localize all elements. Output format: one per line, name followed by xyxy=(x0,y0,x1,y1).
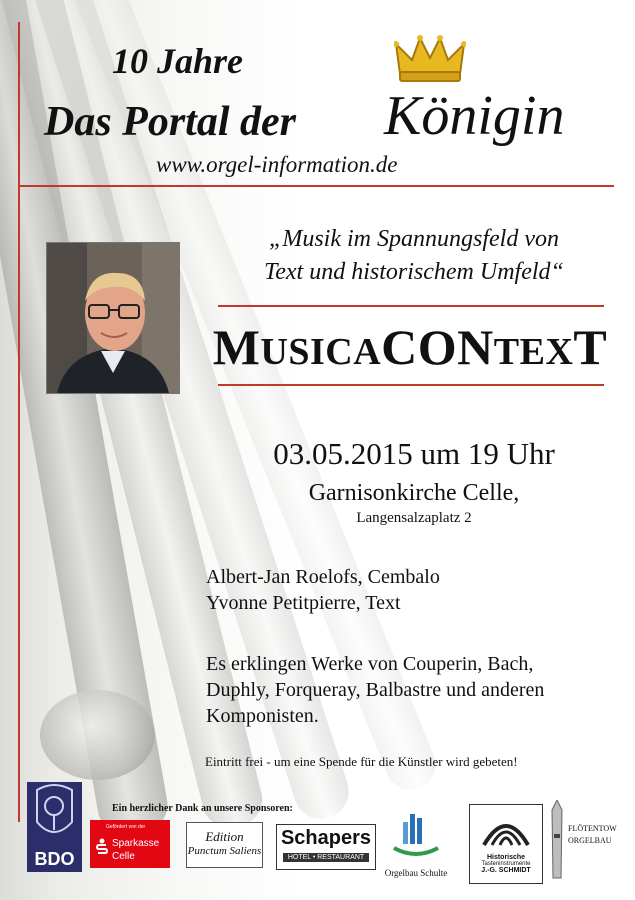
schmidt-line1: Historische xyxy=(486,854,526,861)
orgelbau-schulte-logo xyxy=(384,808,448,882)
event-date-time: 03.05.2015 um 19 Uhr xyxy=(273,436,555,471)
schapers-logo xyxy=(276,824,376,870)
performer-photo xyxy=(46,242,180,394)
schapers-name: Schapers xyxy=(280,827,372,849)
organ-pipes-icon xyxy=(384,808,448,866)
koenigin-title: Königin xyxy=(384,85,565,147)
arc-emblem-icon xyxy=(470,805,542,849)
performer-line: Albert-Jan Roelofs, Cembalo xyxy=(206,566,440,588)
event-venue: Garnisonkirche Celle, xyxy=(308,480,520,506)
program-divider-bottom xyxy=(218,384,604,386)
header-divider xyxy=(20,185,614,187)
series-title-part: USICA xyxy=(260,331,382,373)
series-title-part: CON xyxy=(381,319,494,375)
bdo-text: BDO xyxy=(34,849,75,869)
schmidt-instruments-logo xyxy=(469,804,543,884)
event-address: Langensalzaplatz 2 xyxy=(356,510,472,526)
anniversary-title: 10 Jahre xyxy=(112,41,244,81)
schmidt-line2: Tasteninstrumente xyxy=(481,861,531,867)
flute-pipe-icon xyxy=(548,800,566,882)
works-line: Duphly, Forqueray, Balbastre und anderen xyxy=(206,679,545,701)
schapers-subtitle: HOTEL • RESTAURANT xyxy=(283,853,369,862)
edition-name: Punctum Saliens xyxy=(187,845,262,857)
portal-title: Das Portal der xyxy=(44,99,296,145)
sparkasse-logo xyxy=(90,820,170,868)
edition-label: Edition xyxy=(205,829,244,844)
organ-stop-knob-image xyxy=(40,690,155,780)
program-divider-top xyxy=(218,305,604,307)
bdo-emblem-icon xyxy=(27,782,82,848)
crown-icon xyxy=(394,34,466,84)
sparkasse-city: Celle xyxy=(112,851,135,862)
entry-note: Eintritt frei - um eine Spende für die Künstler wird gebeten! xyxy=(205,754,518,769)
works-description xyxy=(206,651,606,729)
edition-punctum-saliens-logo xyxy=(186,822,263,868)
series-title xyxy=(205,318,615,376)
sparkasse-s-icon xyxy=(96,838,108,854)
bdo-logo xyxy=(27,782,82,872)
sparkasse-name: Sparkasse xyxy=(112,838,160,849)
series-title-part: T xyxy=(573,319,608,375)
floetentow-line2: ORGELBAU xyxy=(568,836,612,845)
program-quote-line1: „Musik im Spannungsfeld von xyxy=(269,226,559,252)
left-border-line xyxy=(18,22,20,822)
program-quote-line2: Text und historischem Umfeld“ xyxy=(264,259,564,285)
floetentow-logo xyxy=(548,800,618,882)
series-title-part: TEX xyxy=(493,331,574,373)
series-title-part: M xyxy=(212,319,261,375)
works-line: Es erklingen Werke von Couperin, Bach, xyxy=(206,653,534,675)
sponsors-heading: Ein herzlicher Dank an unsere Sponsoren: xyxy=(112,803,293,814)
performer-line: Yvonne Petitpierre, Text xyxy=(206,592,401,614)
schmidt-line3: J.-G. SCHMIDT xyxy=(481,867,531,874)
website-link[interactable]: www.orgel-information.de xyxy=(156,152,398,177)
floetentow-line1: FLÖTENTOW xyxy=(568,824,617,833)
sparkasse-sponsor-note: Gefördert von der xyxy=(106,824,146,830)
orgelbau-schulte-name: Orgelbau Schulte xyxy=(384,868,448,878)
works-line: Komponisten. xyxy=(206,705,319,727)
